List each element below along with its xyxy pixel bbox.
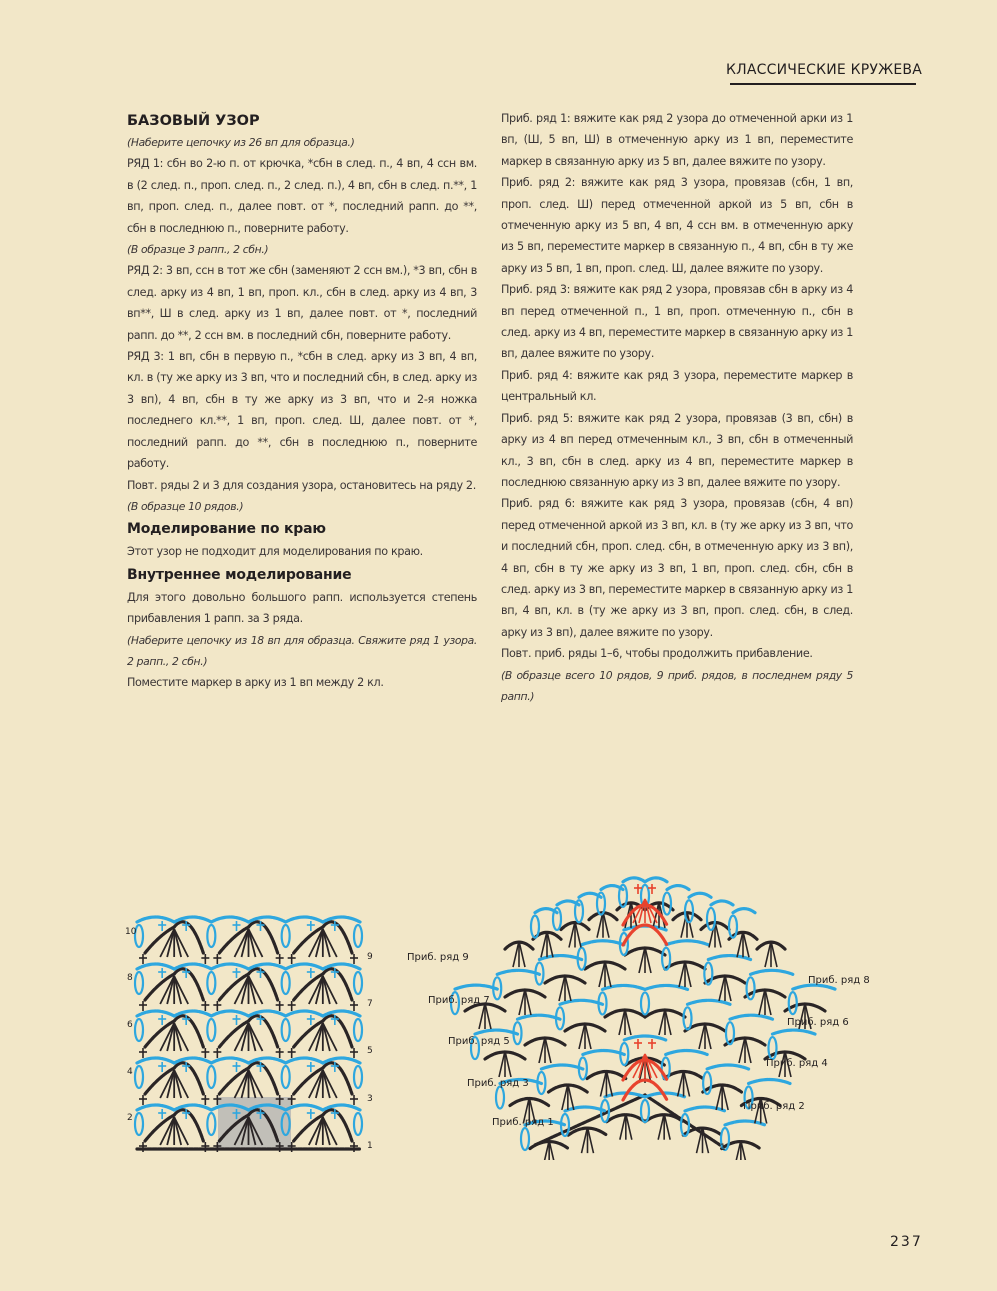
blue-chain-arc (137, 964, 174, 969)
running-title-rule (730, 83, 916, 85)
cluster-leg (316, 929, 323, 957)
cluster-leg (242, 929, 249, 957)
inner-shaping-marker: Поместите маркер в арку из 1 вп между 2 кл. (127, 676, 384, 690)
cluster-leg (600, 1071, 606, 1097)
cluster-leg (599, 961, 605, 987)
row-label: 5 (367, 1046, 373, 1056)
dc-shell (135, 1019, 143, 1041)
cluster-leg (619, 1009, 625, 1035)
cluster-leg (174, 929, 181, 957)
inc-label: Приб. ряд 2 (743, 1101, 805, 1112)
row-label: 4 (127, 1067, 133, 1077)
blue-chain-arc (565, 1107, 605, 1111)
base-row-3: РЯД 3: 1 вп, сбн в первую п., *сбн в след. арку из 3 вп, 4 вп, кл. в (ту же арку из 3 вп, что и последний сбн, в след. арку из 3 вп), 4 вп, сбн в ту же арку из 3 вп, что и 2-я ножка последнего кл.**, 1 вп, проп. след. Ш, далее повт. от *, последний рапп. до **, сбн в последнюю п., поверните работу. (127, 350, 477, 471)
inc-label: Приб. ряд 7 (428, 995, 490, 1006)
dc-shell (747, 977, 755, 999)
cluster-leg (539, 1037, 545, 1063)
cluster-leg (242, 1070, 249, 1098)
cluster-leg (575, 922, 581, 948)
cluster-leg (174, 1117, 188, 1145)
cluster-leg (174, 1070, 181, 1098)
cluster-leg (559, 975, 565, 1001)
blue-chain-arc (497, 970, 539, 974)
blue-chain-arc (666, 1051, 707, 1055)
blue-chain-arc (560, 1000, 603, 1004)
blue-chain-arc (475, 1030, 518, 1034)
cluster-leg (167, 929, 174, 957)
cluster-leg (568, 1084, 574, 1110)
base-repeat: Повт. ряды 2 и 3 для создания узора, остановитесь на ряду 2. (127, 478, 476, 492)
row-label: 8 (127, 973, 133, 983)
blue-chain-arc (708, 956, 750, 960)
running-title: КЛАССИЧЕСКИЕ КРУЖЕВА (726, 62, 923, 78)
cluster-leg (678, 1071, 684, 1097)
inc-label: Приб. ряд 3 (467, 1078, 529, 1089)
dc-shell (496, 1087, 504, 1109)
blue-chain-arc (137, 1058, 174, 1063)
dc-shell (707, 908, 715, 930)
cluster-leg (765, 989, 771, 1015)
blue-chain-arc (137, 1105, 174, 1110)
inc-repeat: Повт. приб. ряды 1–6, чтобы продолжить прибавление. (501, 647, 813, 661)
blue-chain-arc (211, 964, 248, 969)
cluster-leg (249, 976, 263, 1004)
inc-label: 1 (720, 1143, 726, 1153)
cluster-leg (605, 961, 611, 987)
cluster-leg (659, 1009, 665, 1035)
row-label: 7 (367, 999, 373, 1009)
blue-chain-arc (286, 1058, 323, 1063)
cluster-leg (323, 1117, 330, 1145)
inc-label: Приб. ряд 1 (492, 1117, 554, 1128)
cluster-leg (737, 931, 743, 957)
cluster-leg (705, 1023, 711, 1049)
dc-shell (354, 925, 362, 947)
cluster-leg (249, 1023, 256, 1051)
cluster-leg (249, 929, 263, 957)
cluster-leg (323, 1070, 330, 1098)
cluster-leg (525, 989, 531, 1015)
blue-chain-arc (603, 985, 646, 989)
blue-chain-arc (286, 1105, 323, 1110)
blue-chain-arc (137, 917, 174, 922)
cluster-leg (582, 1127, 588, 1153)
cluster-leg (323, 929, 330, 957)
inner-shaping-note: (Наберите цепочку из 18 вп для образца. Свяжите ряд 1 узора. 2 рапп., 2 сбн.) (127, 633, 477, 668)
base-stitch-rows (135, 917, 362, 1152)
blue-chain-arc (685, 1107, 725, 1111)
cluster-leg (167, 976, 174, 1004)
inc-row-4: Приб. ряд 4: вяжите как ряд 3 узора, переместите маркер в центральный кл. (501, 368, 853, 404)
dc-shell (641, 992, 649, 1014)
cluster-leg (323, 976, 330, 1004)
inc-label: Приб. ряд 8 (808, 975, 870, 986)
cluster-leg (626, 1114, 632, 1140)
cluster-leg (739, 1037, 745, 1063)
blue-chain-arc (286, 964, 323, 969)
cluster-leg (316, 1023, 323, 1051)
blue-chain-arc (211, 1011, 248, 1016)
cluster-leg (722, 1084, 728, 1110)
cluster-leg (316, 976, 323, 1004)
cluster-leg (249, 1070, 256, 1098)
cluster-leg (323, 929, 337, 957)
cluster-leg (771, 941, 777, 967)
blue-chain-arc (541, 1065, 582, 1069)
cluster-leg (562, 1084, 568, 1110)
dc-shell (354, 972, 362, 994)
dc-shell (531, 916, 539, 938)
dc-shell (521, 1128, 529, 1150)
blue-chain-arc (518, 1015, 561, 1019)
inc-row-2: Приб. ряд 2: вяжите как ряд 3 узора, провязав (сбн, 1 вп, проп. след. Ш) перед отмеченной аркой из 5 вп, сбн в отмеченную арку из 5 вп, 4 вп, 4 ссн вм. в отмеченную арку из 5 вп, переместите маркер в связанную п., 4 вп, сбн в ту же арку из 5 вп, 1 вп, проп. след. Ш, далее вяжите по узору. (501, 176, 853, 275)
cluster-leg (625, 1009, 631, 1035)
cluster-leg (316, 1070, 323, 1098)
dc-shell (789, 992, 797, 1014)
cluster-leg (323, 1023, 337, 1051)
blue-chain-arc (137, 1011, 174, 1016)
cluster-leg (547, 931, 553, 957)
blue-chain-arc (539, 956, 581, 960)
dc-shell (135, 1113, 143, 1135)
inc-label: Приб. ряд 9 (407, 952, 469, 963)
subheading-inner-shaping: Внутреннее моделирование (127, 566, 352, 583)
blue-chain-arc (749, 1080, 790, 1084)
blue-chain-arc (707, 1065, 748, 1069)
dc-shell (282, 925, 290, 947)
cluster-leg (545, 1037, 551, 1063)
blue-chain-arc (688, 1000, 731, 1004)
cluster-leg (588, 1127, 594, 1153)
cluster-leg (249, 976, 256, 1004)
cluster-leg (541, 931, 547, 957)
blue-chain-arc (645, 878, 667, 882)
dc-shell (354, 1113, 362, 1135)
base-intro-note: (Наберите цепочку из 26 вп для образца.) (127, 136, 355, 149)
inner-shaping-text: Для этого довольно большого рапп. используется степень прибавления 1 рапп. за 3 ряда. (127, 590, 477, 626)
cluster-leg (249, 1023, 263, 1051)
blue-chain-arc (455, 985, 497, 989)
inc-row-3: Приб. ряд 3: вяжите как ряд 2 узора, провязав сбн в арку из 4 вп перед отмеченной п., 1 вп, проп. отмеченную п., сбн в след. арку из 4 вп, переместите маркер в связанную арку из 1 вп, далее вяжите по узору. (501, 283, 853, 361)
dc-shell (207, 972, 215, 994)
dc-shell (282, 1066, 290, 1088)
blue-chain-arc (733, 909, 755, 913)
blue-chain-arc (582, 941, 624, 945)
dc-shell (354, 1066, 362, 1088)
blue-chain-arc (583, 1051, 624, 1055)
cluster-leg (167, 1117, 174, 1145)
cluster-leg (519, 989, 525, 1015)
cluster-leg (725, 975, 731, 1001)
cluster-leg (716, 1084, 722, 1110)
cluster-leg (513, 941, 519, 967)
cluster-leg (499, 1051, 505, 1077)
blue-chain-arc (711, 901, 733, 905)
cluster-leg (645, 947, 651, 973)
cluster-leg (569, 922, 575, 948)
cluster-leg (715, 922, 721, 948)
base-row-2: РЯД 2: 3 вп, ссн в тот же сбн (заменяют 2 ссн вм.), *3 вп, сбн в след. арку из 4 вп, 1 вп, проп. кл., сбн в след. арку из 4 вп, 3 вп**, Ш в след. арку из 1 вп, далее повт. от *, последний рапп. до **, 2 ссн вм. в последний сбн, поверните работу. (127, 264, 477, 342)
cluster-leg (684, 1071, 690, 1097)
base-repeat-note: (В образце 10 рядов.) (127, 499, 244, 513)
cluster-leg (485, 1003, 491, 1029)
base-row-1-note: (В образце 3 рапп., 2 сбн.) (127, 243, 269, 257)
cluster-leg (174, 1070, 188, 1098)
cluster-leg (479, 1003, 485, 1029)
base-row-1: РЯД 1: сбн во 2-ю п. от крючка, *сбн в след. п., 4 вп, 4 ссн вм. в (2 след. п., проп. след. п., 2 след. п.), 4 вп, сбн в след. п.**, 1 вп, проп. след. п., далее повт. от *, последний рапп. до **, сбн в последнюю п., поверните работу. (127, 157, 477, 235)
cluster-leg (174, 1023, 181, 1051)
blue-chain-arc (666, 941, 708, 945)
inc-label: Приб. ряд 5 (448, 1036, 510, 1047)
cluster-leg (174, 1023, 188, 1051)
base-pattern-diagram (115, 895, 385, 1160)
cluster-leg (174, 976, 188, 1004)
cluster-leg (585, 1023, 591, 1049)
cluster-leg (579, 1023, 585, 1049)
dc-shell (207, 925, 215, 947)
left-column (127, 110, 477, 694)
row-label: 6 (127, 1020, 133, 1030)
cluster-leg (665, 1009, 671, 1035)
inc-label: Приб. ряд 4 (766, 1058, 828, 1069)
base-row-labels-right (367, 952, 373, 1151)
cluster-leg (323, 1117, 337, 1145)
blue-chain-arc (751, 970, 793, 974)
dc-shell (135, 1066, 143, 1088)
cluster-leg (174, 976, 181, 1004)
cluster-leg (519, 941, 525, 967)
cluster-leg (743, 931, 749, 957)
cluster-leg (679, 961, 685, 987)
cluster-leg (174, 1117, 181, 1145)
blue-chain-arc (689, 893, 711, 897)
cluster-leg (765, 941, 771, 967)
cluster-leg (505, 1051, 511, 1077)
blue-chain-arc (211, 1058, 248, 1063)
cluster-leg (703, 1127, 709, 1153)
cluster-leg (620, 1114, 626, 1140)
blue-chain-arc (645, 985, 688, 989)
row-label: 10 (125, 927, 137, 937)
cluster-leg (699, 1023, 705, 1049)
increase-diagram (400, 850, 890, 1160)
cluster-leg (597, 912, 603, 938)
cluster-leg (719, 975, 725, 1001)
cluster-leg (565, 975, 571, 1001)
cluster-leg (639, 947, 645, 973)
edge-shaping-text: Этот узор не подходит для моделирования по краю. (127, 545, 423, 559)
inc-label: Приб. ряд 6 (787, 1017, 849, 1028)
cluster-leg (759, 989, 765, 1015)
blue-chain-arc (773, 1030, 816, 1034)
cluster-leg (606, 1071, 612, 1097)
row-label: 1 (367, 1141, 373, 1151)
cluster-leg (242, 976, 249, 1004)
cluster-leg (631, 902, 637, 928)
increase-labels-right (720, 975, 870, 1153)
cluster-leg (167, 1070, 174, 1098)
dc-shell (641, 1100, 649, 1122)
cluster-leg (316, 1117, 323, 1145)
blue-chain-arc (286, 917, 323, 922)
cluster-leg (174, 929, 188, 957)
inc-row-5: Приб. ряд 5: вяжите как ряд 2 узора, провязав (3 вп, сбн) в арку из 4 вп перед отмеченным кл., 3 вп, сбн в отмеченный кл., 3 вп, сбн в след. арку из 4 вп, переместите маркер в последнюю связанную арку из 3 вп, далее вяжите по узору. (501, 411, 853, 489)
page-number: 237 (890, 1234, 923, 1250)
blue-chain-arc (667, 886, 689, 890)
dc-shell (135, 972, 143, 994)
dc-shell (282, 972, 290, 994)
inc-row-6: Приб. ряд 6: вяжите как ряд 3 узора, провязав (сбн, 4 вп) перед отмеченной аркой из 3 вп, кл. в (ту же арку из 3 вп, что и последний сбн, проп. след. сбн, в отмеченную арку из 3 вп), 4 вп, сбн в ту же арку из 3 вп, 1 вп, проп. след. сбн, сбн в след. арку из 3 вп, переместите маркер в связанную арку из 1 вп, 4 вп, кл. в (ту же арку из 3 вп, проп. след. сбн, в след. арку из 3 вп), далее вяжите по узору. (501, 497, 853, 639)
right-column (501, 108, 853, 707)
dc-shell (207, 1113, 215, 1135)
cluster-leg (653, 902, 659, 928)
dc-shell (207, 1019, 215, 1041)
cluster-leg (323, 1023, 330, 1051)
cluster-leg (249, 929, 256, 957)
blue-chain-arc (725, 1121, 765, 1125)
row-label: 3 (367, 1094, 373, 1104)
section-title-base-pattern: БАЗОВЫЙ УЗОР (127, 113, 260, 129)
cluster-leg (249, 1070, 263, 1098)
cluster-leg (323, 1070, 337, 1098)
row-label: 9 (367, 952, 373, 962)
dc-shell (354, 1019, 362, 1041)
cluster-leg (658, 1114, 664, 1140)
subheading-edge-shaping: Моделирование по краю (127, 521, 326, 538)
cluster-leg (685, 961, 691, 987)
dc-shell (207, 1066, 215, 1088)
blue-chain-arc (624, 1036, 665, 1040)
cluster-leg (167, 1023, 174, 1051)
dc-shell (282, 1019, 290, 1041)
cluster-leg (242, 1023, 249, 1051)
blue-chain-arc (286, 1011, 323, 1016)
inc-final-note: (В образце всего 10 рядов, 9 приб. рядов, в последнем ряду 5 рапп.) (501, 668, 853, 703)
blue-chain-arc (211, 917, 248, 922)
blue-chain-arc (730, 1015, 773, 1019)
row-label: 2 (127, 1113, 133, 1123)
cluster-leg (323, 976, 337, 1004)
blue-chain-arc (623, 878, 645, 882)
cluster-leg (745, 1037, 751, 1063)
cluster-leg (603, 912, 609, 938)
inc-row-1: Приб. ряд 1: вяжите как ряд 2 узора до отмеченной арки из 1 вп, (Ш, 5 вп, Ш) в отмеченную арку из 1 вп, переместите маркер в связанную арку из 5 вп, далее вяжите по узору. (501, 112, 853, 168)
cluster-leg (664, 1114, 670, 1140)
